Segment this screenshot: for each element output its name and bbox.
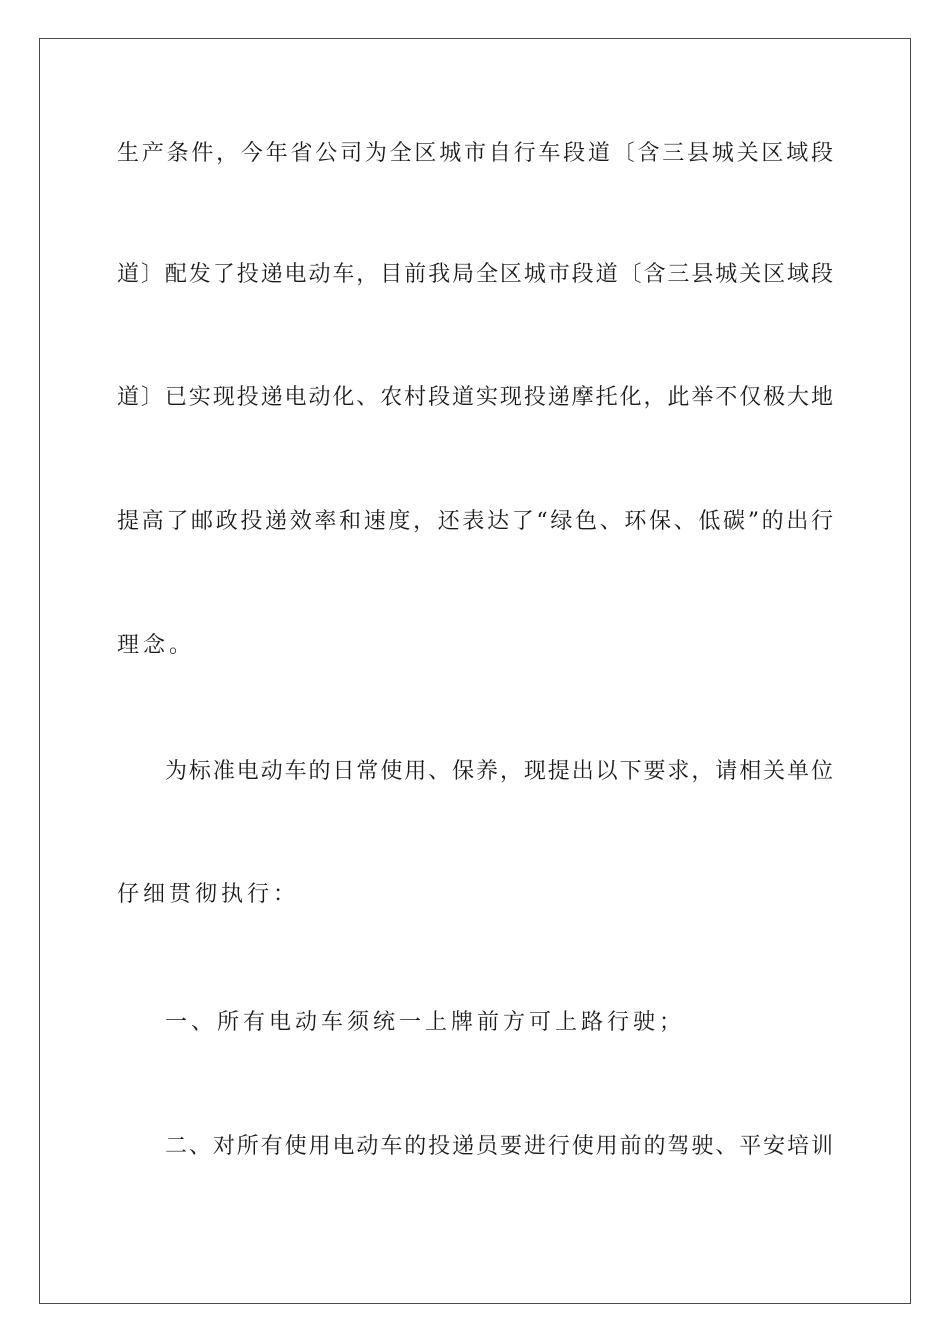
- paragraph-line-5: 理念。: [117, 633, 196, 658]
- page-border: [39, 38, 911, 1304]
- paragraph-line-4: 提高了邮政投递效率和速度，还表达了“绿色、环保、低碳”的出行: [117, 509, 833, 534]
- requirement-item-2: 二、对所有使用电动车的投递员要进行使用前的驾驶、平安培训: [165, 1134, 833, 1159]
- paragraph-2-line-2: 仔细贯彻执行：: [117, 882, 300, 907]
- paragraph-line-1: 生产条件，今年省公司为全区城市自行车段道〔含三县城关区域段: [117, 141, 833, 166]
- paragraph-line-2: 道〕配发了投递电动车，目前我局全区城市段道〔含三县城关区域段: [117, 262, 833, 287]
- paragraph-2-line-1: 为标准电动车的日常使用、保养，现提出以下要求，请相关单位: [165, 759, 833, 784]
- paragraph-line-3: 道〕已实现投递电动化、农村段道实现投递摩托化，此举不仅极大地: [117, 385, 833, 410]
- requirement-item-1: 一、所有电动车须统一上牌前方可上路行驶；: [165, 1010, 686, 1035]
